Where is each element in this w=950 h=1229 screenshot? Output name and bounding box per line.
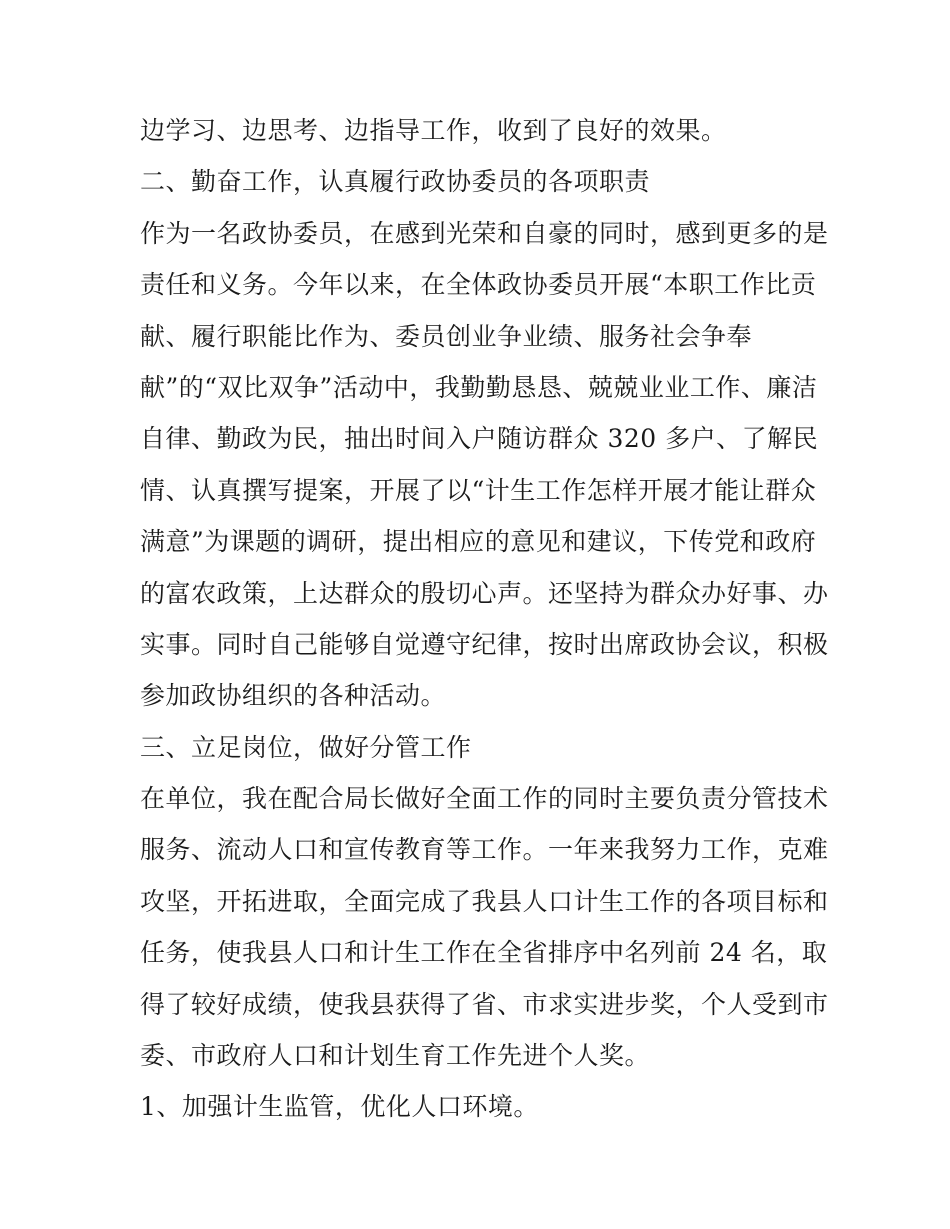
section-heading: 三、立足岗位，做好分管工作: [140, 732, 472, 762]
text-line: 任务，使我县人口和计生工作在全省排序中名列前 24 名，取: [140, 938, 828, 968]
text-line: 作为一名政协委员，在感到光荣和自豪的同时，感到更多的是: [140, 218, 829, 248]
text-line: 委、市政府人口和计划生育工作先进个人奖。: [140, 1041, 651, 1071]
text-line: 献”的“双比双争”活动中，我勤勤恳恳、兢兢业业工作、廉洁: [140, 372, 818, 402]
text-line: 自律、勤政为民，抽出时间入户随访群众 320 多户、了解民: [140, 424, 819, 454]
section-heading: 二、勤奋工作，认真履行政协委员的各项职责: [140, 167, 651, 197]
text-line: 参加政协组织的各种活动。: [140, 681, 447, 711]
text-line: 得了较好成绩，使我县获得了省、市求实进步奖，个人受到市: [140, 989, 829, 1019]
text-line: 情、认真撰写提案，开展了以“计生工作怎样开展才能让群众: [140, 475, 817, 505]
text-line: 边学习、边思考、边指导工作，收到了良好的效果。: [140, 116, 727, 145]
text-line: 的富农政策，上达群众的殷切心声。还坚持为群众办好事、办: [140, 578, 829, 608]
text-line: 满意”为课题的调研，提出相应的意见和建议，下传党和政府: [140, 527, 817, 557]
text-line: 服务、流动人口和宣传教育等工作。一年来我努力工作，克难: [140, 835, 829, 865]
text-line: 攻坚，开拓进取，全面完成了我县人口计生工作的各项目标和: [140, 886, 829, 916]
text-line: 实事。同时自己能够自觉遵守纪律，按时出席政协会议，积极: [140, 629, 829, 659]
text-line: 献、履行职能比作为、委员创业争业绩、服务社会争奉: [140, 321, 753, 351]
text-line: 责任和义务。今年以来，在全体政协委员开展“本职工作比贡: [140, 270, 817, 300]
text-line: 在单位，我在配合局长做好全面工作的同时主要负责分管技术: [140, 784, 829, 814]
document-body: [140, 105, 829, 1133]
subsection-heading: 1、加强计生监管，优化人口环境。: [140, 1092, 539, 1122]
